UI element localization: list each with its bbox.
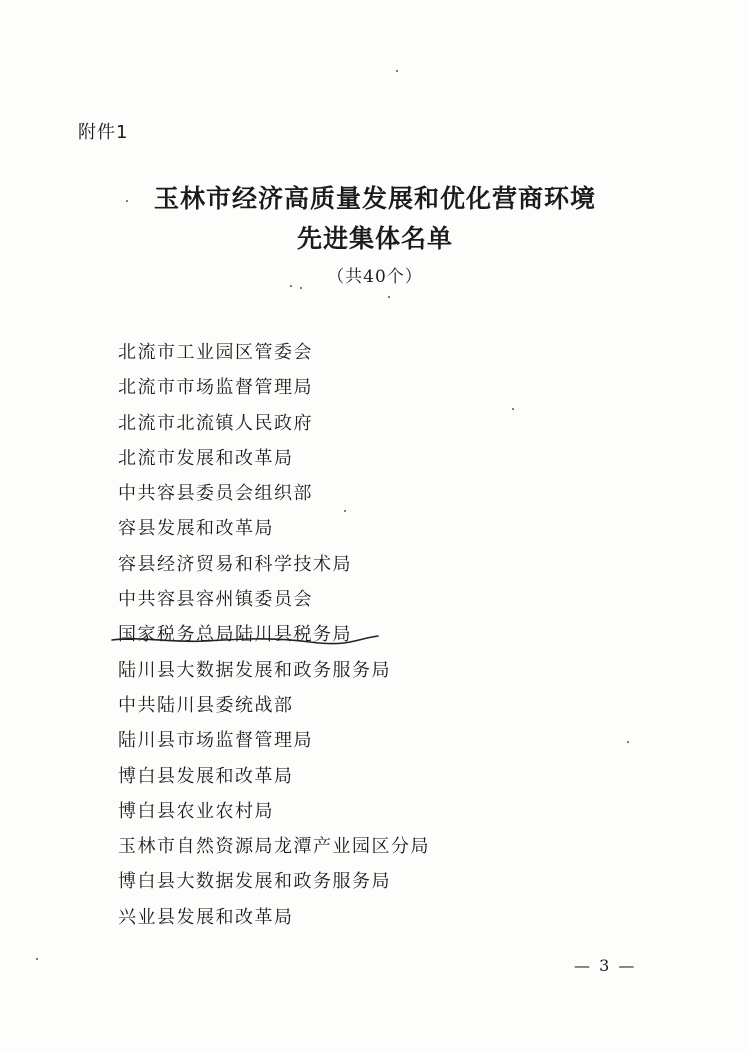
document-title-line-1: 玉林市经济高质量发展和优化营商环境 [153, 184, 596, 213]
list-item: 容县经济贸易和科学技术局 [118, 553, 352, 575]
scan-speck [126, 200, 128, 202]
scan-speck [290, 285, 292, 287]
list-item: 北流市发展和改革局 [118, 447, 294, 469]
list-item: 中共容县容州镇委员会 [118, 589, 313, 611]
list-item: 北流市工业园区管委会 [118, 342, 313, 363]
list-item: 北流市北流镇人民政府 [118, 412, 313, 434]
list-item: 玉林市自然资源局龙潭产业园区分局 [118, 836, 430, 858]
list-item: 容县发展和改革局 [118, 518, 274, 540]
scan-speck [627, 741, 629, 743]
list-item: 博白县农业农村局 [118, 800, 274, 822]
list-item: 北流市市场监督管理局 [118, 377, 313, 399]
count-note: （共40个） [327, 267, 423, 287]
page-number: — 3 — [574, 956, 637, 975]
scan-speck [344, 510, 346, 512]
scan-speck [300, 287, 302, 289]
list-item-highlighted: 国家税务总局陆川县税务局 [118, 624, 352, 646]
scan-speck [36, 958, 38, 960]
scan-speck [512, 408, 514, 410]
attachment-label: 附件1 [78, 122, 129, 143]
list-item: 陆川县大数据发展和政务服务局 [118, 659, 391, 681]
scan-speck [396, 70, 398, 72]
list-item: 中共容县委员会组织部 [118, 483, 313, 505]
list-item: 兴业县发展和改革局 [118, 906, 294, 928]
list-item: 博白县发展和改革局 [118, 765, 294, 787]
scan-speck [388, 296, 390, 298]
list-item: 博白县大数据发展和政务服务局 [118, 871, 391, 893]
list-item: 中共陆川县委统战部 [118, 694, 294, 716]
list-item: 陆川县市场监督管理局 [118, 730, 313, 752]
handwritten-underline [110, 633, 380, 647]
document-title-line-2: 先进集体名单 [296, 224, 453, 253]
